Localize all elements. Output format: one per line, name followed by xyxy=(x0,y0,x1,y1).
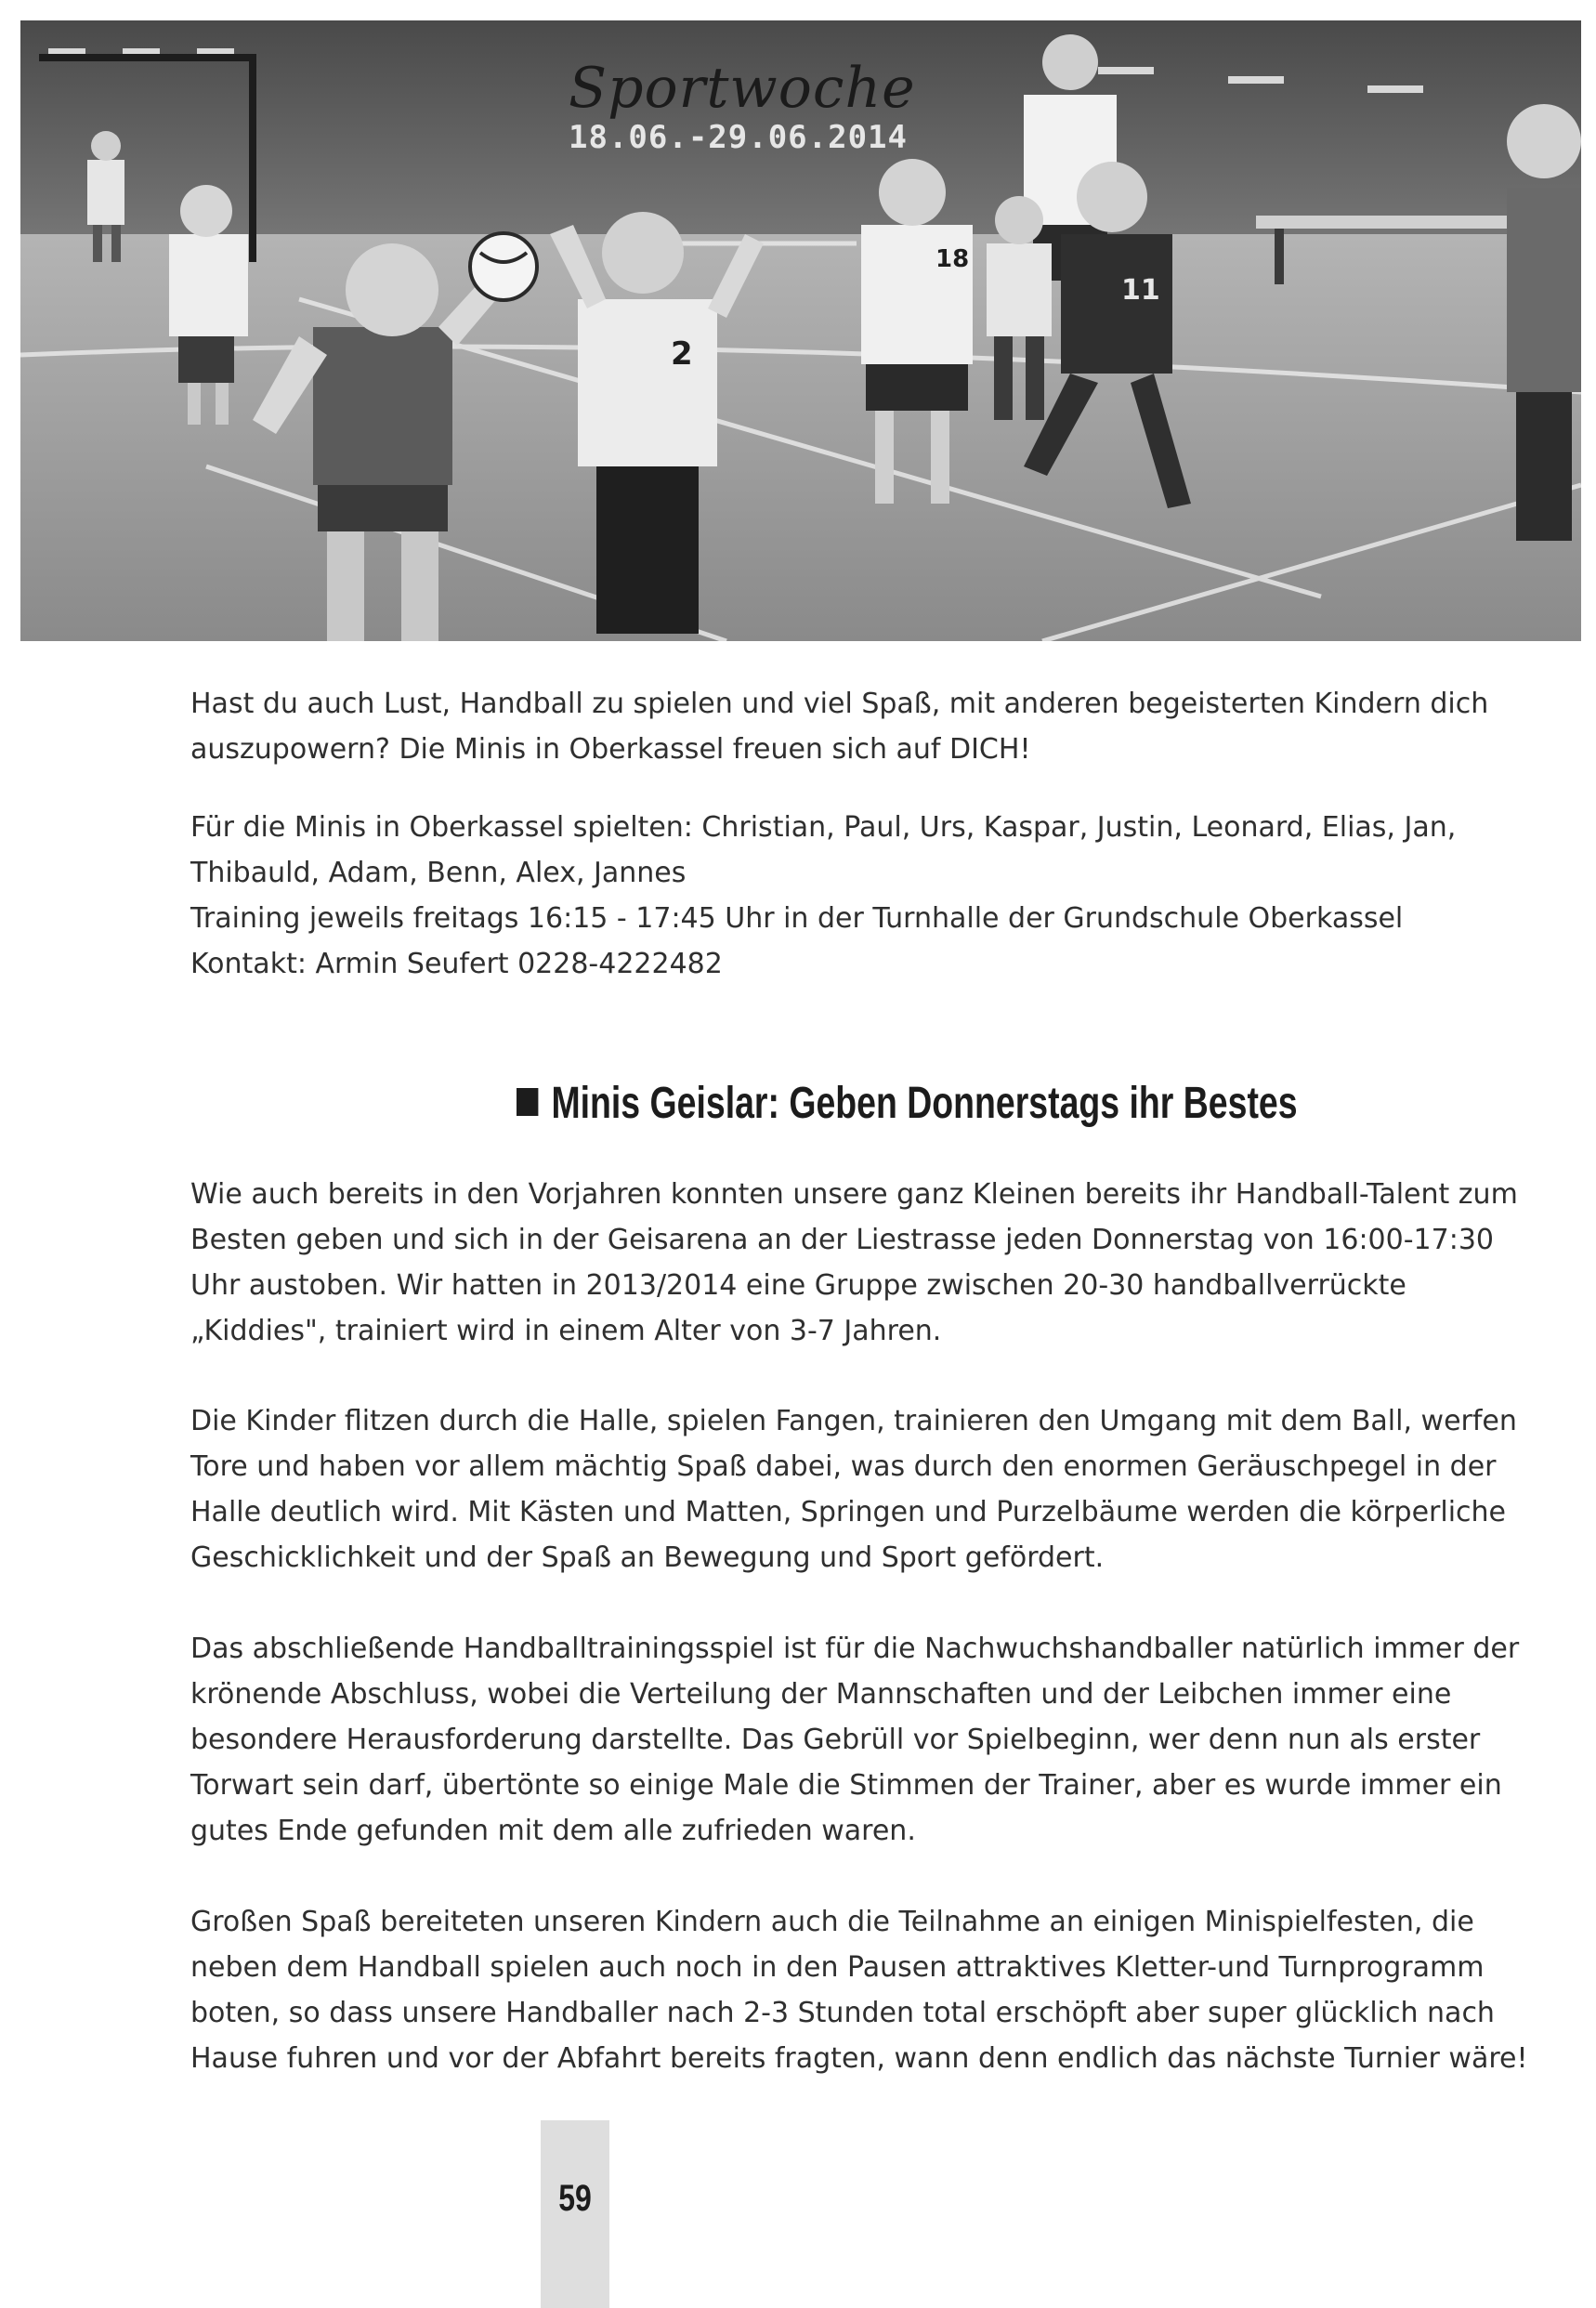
players-list: Für die Minis in Oberkassel spielten: Christian, Paul, Urs, Kaspar, Justin, Leonard, Elias, Jan, Thibauld, Adam, Benn, Alex, Jannes xyxy=(190,811,1457,889)
jersey-number-11: 11 xyxy=(1121,274,1160,307)
jersey-number-18: 18 xyxy=(935,245,970,273)
stamp-title: Sportwoche xyxy=(569,56,916,121)
training-info: Training jeweils freitags 16:15 - 17:45 Uhr in der Turnhalle der Grundschule Oberkassel xyxy=(190,902,1404,935)
heading-bullet-square xyxy=(517,1088,538,1116)
paragraph-text: Großen Spaß bereiteten unseren Kindern auch die Teilnahme an einigen Minispielfesten, die neben dem Handball spielen auch noch in den Pausen attraktives Kletter-und Turnprogramm boten, so dass unsere Handballer nach 2-3 Stunden total erschöpft aber super glücklich nach Hause fuhren und vor der Abfahrt bereits fragten, wann denn endlich das nächste Turnier wäre! xyxy=(190,1906,1528,2075)
section-heading-text: Minis Geislar: Geben Donnerstags ihr Bestes xyxy=(551,1079,1298,1128)
header-photo xyxy=(20,20,1581,641)
page-number-tab xyxy=(541,2120,609,2308)
contact-info: Kontakt: Armin Seufert 0228-4222482 xyxy=(190,948,723,980)
jersey-number-2: 2 xyxy=(671,335,693,373)
sportwoche-stamp xyxy=(569,56,916,160)
stamp-date: 18.06.-29.06.2014 xyxy=(569,119,908,156)
intro-paragraph xyxy=(190,681,1528,772)
section-paragraph-1 xyxy=(190,1172,1528,1354)
paragraph-text: Wie auch bereits in den Vorjahren konnten unsere ganz Kleinen bereits ihr Handball-Talent zum Besten geben und sich in der Geisarena an der Liestrasse jeden Donnerstag von 16:00-17:30 Uhr austoben. Wir hatten in 2013/2014 eine Gruppe zwischen 20-30 handballverrückte „Kiddies", trainiert wird in einem Alter von 3-7 Jahren. xyxy=(190,1178,1518,1347)
section-paragraph-2 xyxy=(190,1398,1528,1580)
intro-text: Hast du auch Lust, Handball zu spielen und viel Spaß, mit anderen begeisterten Kindern dich auszupowern? Die Minis in Oberkassel freuen sich auf DICH! xyxy=(190,688,1489,766)
oberkassel-info xyxy=(190,805,1528,987)
paragraph-text: Das abschließende Handballtrainingsspiel ist für die Nachwuchshandballer natürlich immer der krönende Abschluss, wobei die Verteilung der Mannschaften und der Leibchen immer eine besondere Herausforderung darstellte. Das Gebrüll vor Spielbeginn, wer denn nun als erster Torwart sein darf, übertönte so einige Male die Stimmen der Trainer, aber es wurde immer ein gutes Ende gefunden mit dem alle zufrieden waren. xyxy=(190,1633,1520,1847)
section-heading xyxy=(517,1071,1298,1136)
paragraph-text: Die Kinder flitzen durch die Halle, spielen Fangen, trainieren den Umgang mit dem Ball, werfen Tore und haben vor allem mächtig Spaß dabei, was durch den enormen Geräuschpegel in der Halle deutlich wird. Mit Kästen und Matten, Springen und Purzelbäume werden die körperliche Geschicklichkeit und der Spaß an Bewegung und Sport gefördert. xyxy=(190,1405,1517,1574)
section-paragraph-3 xyxy=(190,1626,1528,1854)
section-paragraph-4 xyxy=(190,1899,1528,2081)
page-number: 59 xyxy=(558,2178,592,2219)
